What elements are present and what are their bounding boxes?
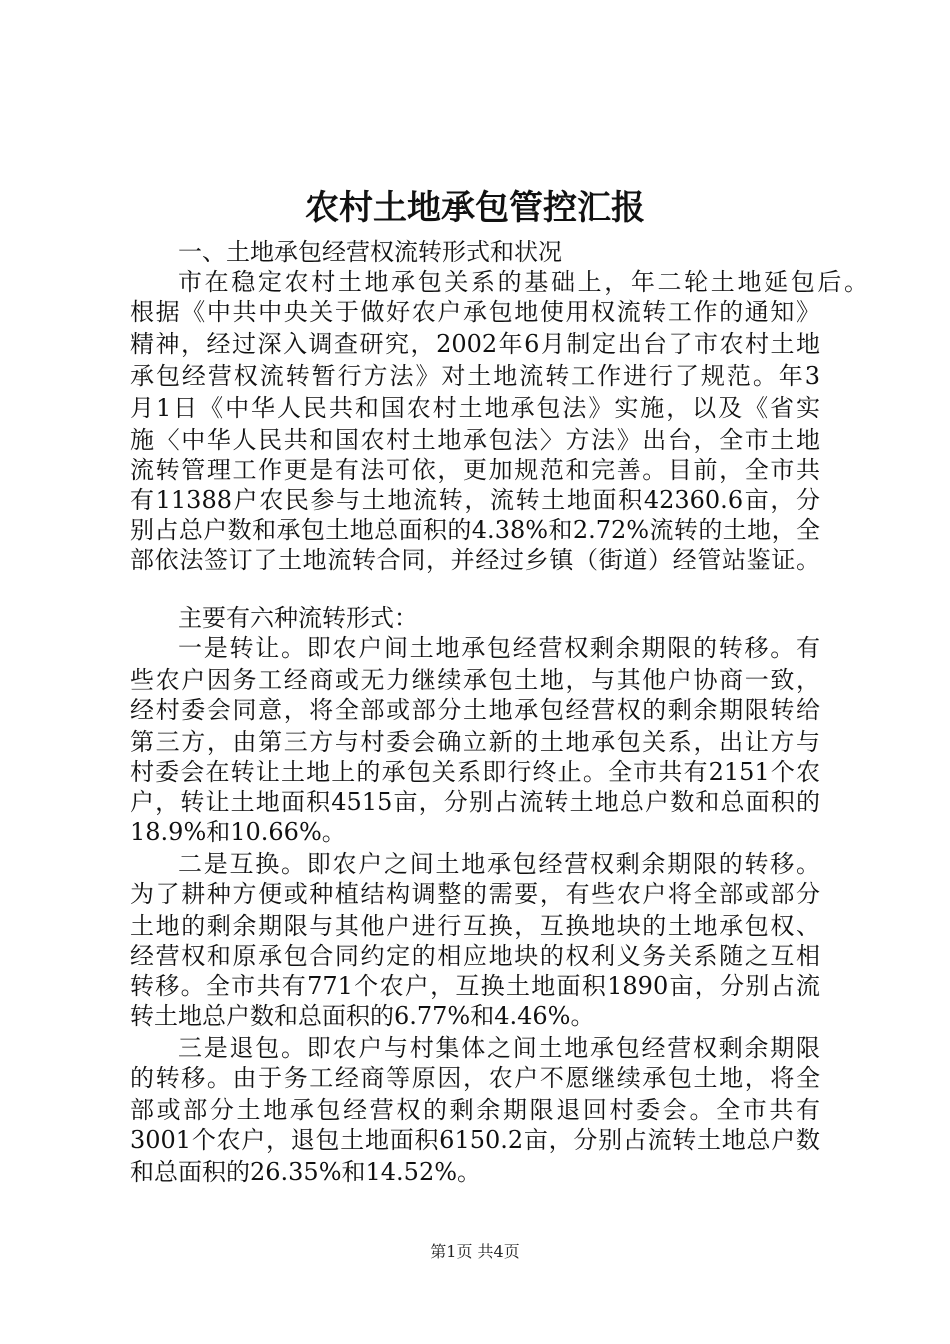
- paragraph-line: 第三方，由第三方与村委会确立新的土地承包关系，出让方与: [130, 728, 820, 756]
- paragraph-line: 户，转让土地面积4515亩，分别占流转土地总户数和总面积的: [130, 788, 820, 816]
- paragraph-line: 为了耕种方便或种植结构调整的需要，有些农户将全部或部分: [130, 880, 820, 908]
- paragraph-line: 承包经营权流转暂行方法》对土地流转工作进行了规范。年3: [130, 362, 820, 390]
- paragraph-line: 根据《中共中央关于做好农户承包地使用权流转工作的通知》: [130, 298, 820, 326]
- paragraph-line: 二是互换。即农户之间土地承包经营权剩余期限的转移。: [178, 850, 820, 878]
- paragraph-line: 部或部分土地承包经营权的剩余期限退回村委会。全市共有: [130, 1096, 820, 1124]
- paragraph-line: 经营权和原承包合同约定的相应地块的权利义务关系随之互相: [130, 942, 820, 970]
- paragraph-line: 三是退包。即农户与村集体之间土地承包经营权剩余期限: [178, 1034, 820, 1062]
- page-number: 第1页 共4页: [430, 1242, 520, 1261]
- paragraph-line: 流转管理工作更是有法可依，更加规范和完善。目前，全市共: [130, 456, 820, 484]
- paragraph-line: 18.9%和10.66%。: [130, 818, 346, 846]
- paragraph-line: 3001个农户，退包土地面积6150.2亩，分别占流转土地总户数: [130, 1126, 820, 1154]
- paragraph-line: 部依法签订了土地流转合同，并经过乡镇（街道）经管站鉴证。: [130, 546, 820, 574]
- paragraph-line: 精神，经过深入调查研究，2002年6月制定出台了市农村土地: [130, 330, 820, 358]
- section-subheading: 主要有六种流转形式：: [178, 604, 418, 632]
- document-title: 农村土地承包管控汇报: [305, 188, 645, 228]
- paragraph-line: 月1日《中华人民共和国农村土地承包法》实施，以及《省实: [130, 394, 820, 422]
- paragraph-line: 施〈中华人民共和国农村土地承包法〉方法》出台，全市土地: [130, 426, 820, 454]
- paragraph-line: 和总面积的26.35%和14.52%。: [130, 1158, 482, 1186]
- paragraph-line: 土地的剩余期限与其他户进行互换，互换地块的土地承包权、: [130, 912, 820, 940]
- paragraph-line: 别占总户数和承包土地总面积的4.38%和2.72%流转的土地，全: [130, 516, 820, 544]
- paragraph-line: 有11388户农民参与土地流转，流转土地面积42360.6亩，分: [130, 486, 820, 514]
- paragraph-line: 的转移。由于务工经商等原因，农户不愿继续承包土地，将全: [130, 1064, 820, 1092]
- section-heading: 一、土地承包经营权流转形式和状况: [178, 238, 562, 266]
- paragraph-line: 转土地总户数和总面积的6.77%和4.46%。: [130, 1002, 595, 1030]
- paragraph-line: 经村委会同意，将全部或部分土地承包经营权的剩余期限转给: [130, 696, 820, 724]
- paragraph-line: 市在稳定农村土地承包关系的基础上，年二轮土地延包后。: [178, 268, 868, 296]
- paragraph-line: 转移。全市共有771个农户，互换土地面积1890亩，分别占流: [130, 972, 820, 1000]
- paragraph-line: 些农户因务工经商或无力继续承包土地，与其他户协商一致，: [130, 666, 820, 694]
- paragraph-line: 一是转让。即农户间土地承包经营权剩余期限的转移。有: [178, 634, 820, 662]
- paragraph-line: 村委会在转让土地上的承包关系即行终止。全市共有2151个农: [130, 758, 820, 786]
